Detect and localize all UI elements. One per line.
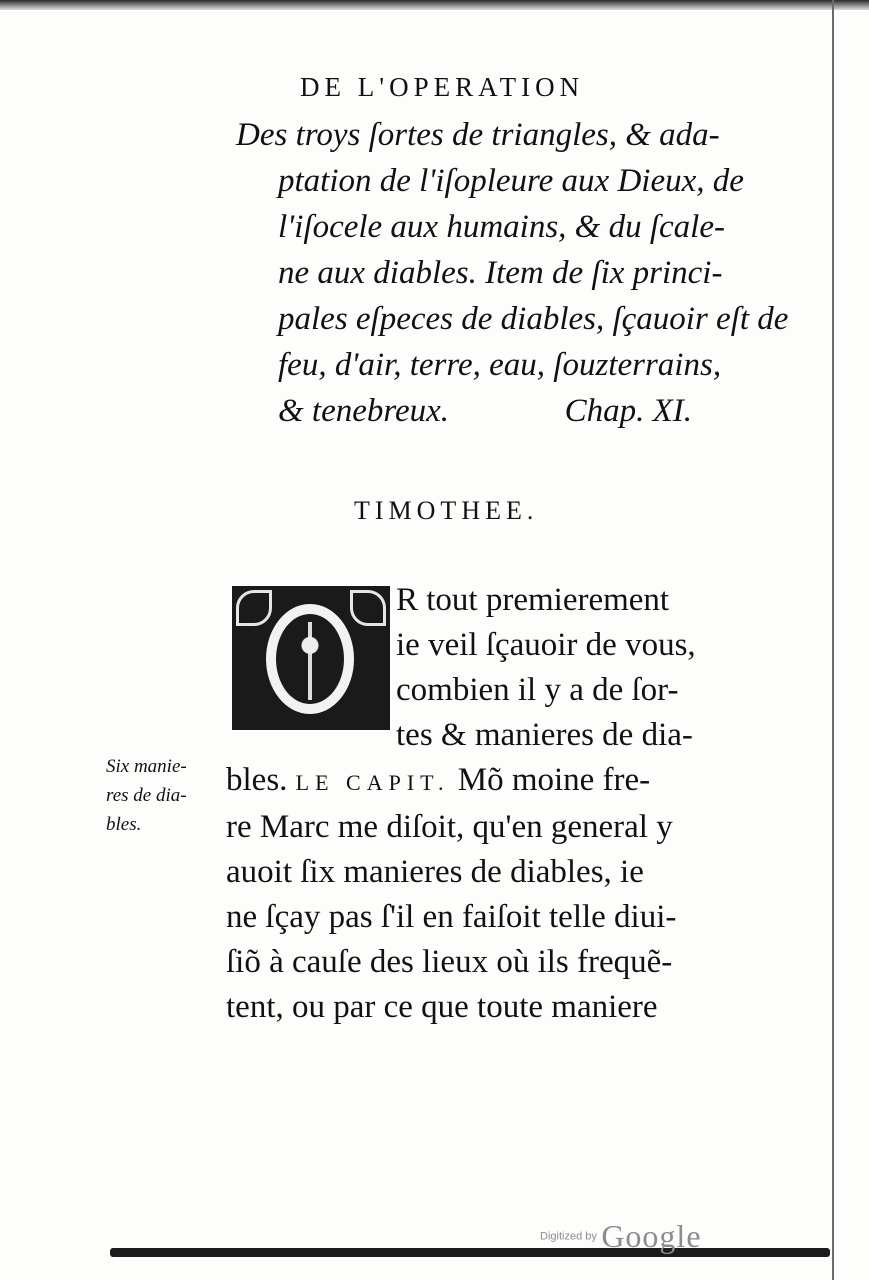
watermark-prefix: Digitized by: [540, 1230, 597, 1243]
body-text: [226, 578, 756, 1030]
chapter-title: [236, 112, 789, 434]
body-line: combien il y a de ſor-: [396, 672, 679, 708]
chapter-title-last-line: [236, 388, 692, 434]
body-line: R tout premierement: [396, 582, 670, 618]
digitized-watermark: [540, 1218, 702, 1255]
body-line-start: bles.: [226, 762, 288, 798]
chapter-number: Chap. XI.: [564, 393, 692, 429]
chapter-title-line: feu, d'air, terre, eau, ſouzterrains,: [278, 347, 722, 383]
page-bottom-edge: [110, 1248, 830, 1257]
marginal-note-line: res de dia-: [106, 785, 187, 806]
chapter-title-line: ptation de l'iſopleure aux Dieux, de: [278, 163, 744, 199]
marginal-note-line: Six manie-: [106, 756, 187, 777]
marginal-note: [106, 752, 228, 839]
body-line: ie veil ſçauoir de vous,: [396, 627, 696, 663]
speaker-label: LE CAPIT.: [295, 770, 450, 795]
body-line: ſiõ à cauſe des lieux où ils frequẽ-: [226, 944, 673, 980]
speaker-heading: TIMOTHEE.: [354, 496, 539, 525]
page-top-edge: [0, 0, 869, 10]
chapter-title-line: ne aux diables. Item de ſix princi-: [278, 255, 723, 291]
page-right-edge: [832, 0, 834, 1280]
body-line: auoit ſix manieres de diables, ie: [226, 854, 644, 890]
body-line: ne ſçay pas ſ'il en faiſoit telle diui-: [226, 899, 677, 935]
marginal-note-line: bles.: [106, 814, 142, 835]
chapter-title-line: & tenebreux.: [278, 393, 450, 429]
running-head: DE L'OPERATION: [300, 72, 585, 102]
body-line: tent, ou par ce que toute maniere: [226, 989, 658, 1025]
body-line: re Marc me diſoit, qu'en general y: [226, 809, 673, 845]
body-line-end: Mõ moine fre-: [457, 762, 651, 798]
body-line: [226, 758, 756, 805]
chapter-title-line: pales eſpeces de diables, ſçauoir eſt de: [278, 301, 789, 337]
chapter-title-line: l'iſocele aux humains, & du ſcale-: [278, 209, 725, 245]
watermark-brand: Google: [601, 1218, 702, 1254]
body-line: tes & manieres de dia-: [396, 717, 693, 753]
chapter-title-line: Des troys ſortes de triangles, & ada-: [236, 117, 720, 153]
